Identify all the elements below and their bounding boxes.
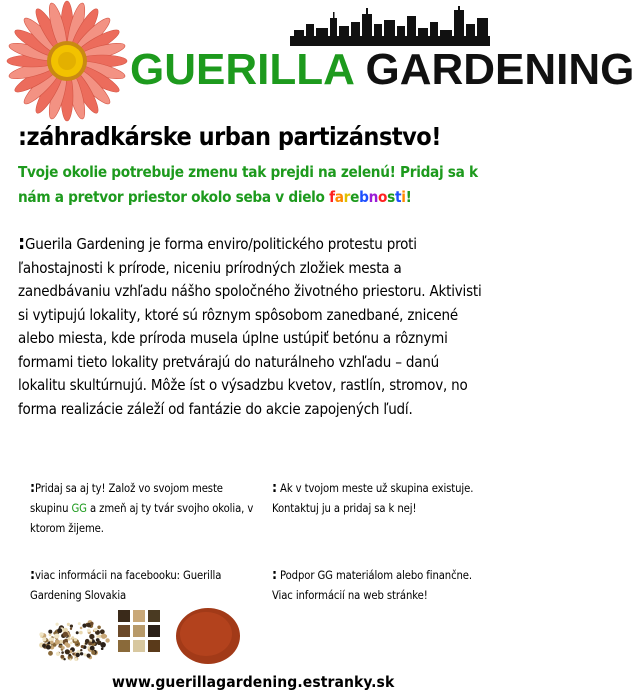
- support-text: Podpor GG materiálom alebo finančne. Viac informácií na web stránke!: [272, 569, 472, 602]
- facebook-text: viac informácii na facebooku: Guerilla Gardening Slovakia: [30, 569, 222, 602]
- join-box: [30, 478, 260, 539]
- join-gg: GG: [71, 502, 87, 515]
- existing-bullet: :: [272, 480, 277, 496]
- facebook-bullet: :: [30, 567, 35, 583]
- colorful-letter: a: [334, 188, 344, 206]
- paragraph-text: Guerila Gardening je forma enviro/politického protestu proti ľahostajnosti k prírode, niceniu prírodných zložiek mesta a zanedbávaniu vzhľadu nášho spoločného životného priestoru. Aktivisti si vytipujú lokality, ktoré sú rôznym spôsobom zanedbané, znicené alebo miesta, kde príroda musela úplne ustúpiť betónu a rôznymi formami tieto lokality pretvárajú do naturálneho vzhľadu – danú lokalitu skultúrnujú. Môže íst o výsadzbu kvetov, rastlín, stromov, no forma realizácie záleží od fantázie do akcie zapojených ľudí.: [18, 235, 482, 418]
- colorful-letter: t: [394, 188, 402, 206]
- support-box: [272, 565, 482, 606]
- website-link[interactable]: www.guerillagardening.estranky.sk: [112, 673, 395, 691]
- join-bullet: :: [30, 480, 35, 496]
- intro-text: [18, 160, 488, 210]
- paragraph-bullet: :: [18, 230, 25, 254]
- join-text-post: a zmeň aj ty tvár svojho okolia, v ktorom žijeme.: [30, 502, 254, 535]
- existing-group-box: [272, 478, 482, 519]
- title-gardening: GARDENING: [365, 45, 634, 94]
- city-skyline-illustration: [290, 6, 490, 46]
- intro-ending: !: [405, 188, 412, 206]
- colorful-word: [329, 188, 405, 206]
- support-bullet: :: [272, 567, 277, 583]
- colorful-letter: n: [368, 188, 379, 206]
- colorful-letter: b: [359, 188, 369, 206]
- page-title: [130, 42, 634, 98]
- flower-illustration: [8, 2, 126, 120]
- colorful-letter: r: [343, 188, 351, 206]
- existing-text: Ak v tvojom meste už skupina existuje. Kontaktuj ju a pridaj sa k nej!: [272, 482, 474, 515]
- colorful-letter: e: [350, 188, 360, 206]
- colorful-letter: s: [387, 188, 395, 206]
- join-text-pre: Pridaj sa aj ty! Založ vo svojom meste skupinu: [30, 482, 223, 515]
- title-guerilla: GUERILLA: [130, 45, 366, 94]
- facebook-info-box: [30, 565, 260, 606]
- colorful-letter: o: [378, 188, 388, 206]
- seeds-illustration: [36, 606, 244, 666]
- colorful-letter: f: [329, 188, 335, 206]
- colorful-letter: i: [401, 188, 406, 206]
- subtitle: :záhradkárske urban partizánstvo!: [18, 122, 441, 151]
- description-paragraph: [18, 230, 488, 421]
- intro-main: Tvoje okolie potrebuje zmenu tak prejdi na zelenú! Pridaj sa k nám a pretvor priestor okolo seba v dielo: [18, 163, 478, 206]
